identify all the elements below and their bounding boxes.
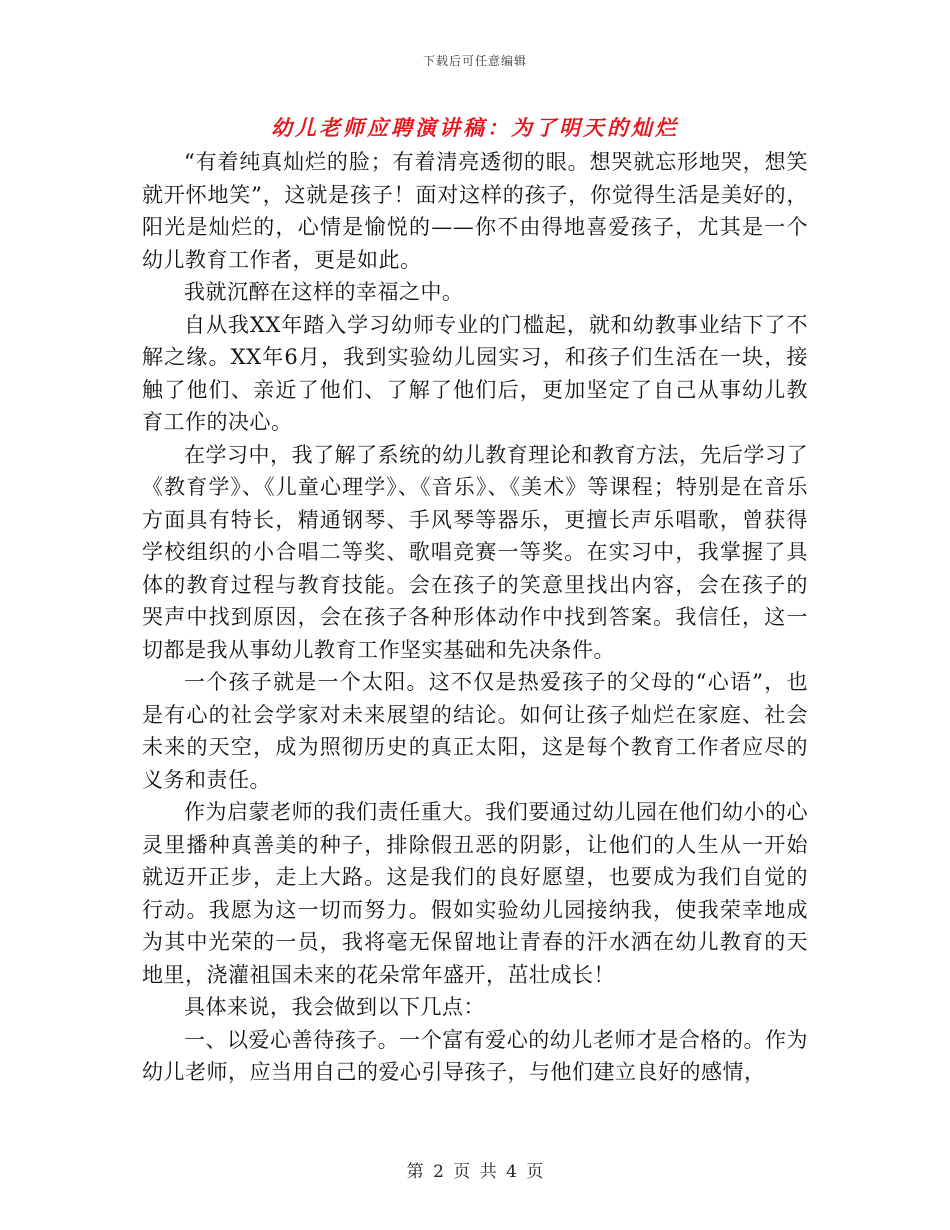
paragraph: 我就沉醉在这样的幸福之中。 [184,280,464,304]
paragraph: 在学习中，我了解了系统的幼儿教育理论和教育方法，先后学习了《教育学》、《儿童心理学》、《音乐》、《美术》等课程；特别是在音乐方面具有特长，精通钢琴、手风琴等器乐，更擅长声乐唱歌，曾获得学校组织的小合唱二等奖、歌唱竞赛一等奖。在实习中，我掌握了具体的教育过程与教育技能。会在孩子的笑意里找出内容，会在孩子的哭声中找到原因，会在孩子各种形体动作中找到答案。我信任，这一切都是我从事幼儿教育工作坚实基础和先决条件。 [142,442,808,662]
page-footer: 第 2 页 共 4 页 [406,1162,544,1182]
paragraph: 一个孩子就是一个太阳。这不仅是热爱孩子的父母的“心语”，也是有心的社会学家对未来展望的结论。如何让孩子灿烂在家庭、社会未来的天空，成为照彻历史的真正太阳，这是每个教育工作者应尽的义务和责任。 [142,670,808,792]
document-title: 幼儿老师应聘演讲稿：为了明天的灿烂 [271,116,679,140]
paragraph: 具体来说，我会做到以下几点： [184,995,485,1019]
paragraph: 一、以爱心善待孩子。一个富有爱心的幼儿老师才是合格的。作为幼儿老师，应当用自己的爱心引导孩子，与他们建立良好的感情， [142,1027,808,1084]
paragraph: 自从我XX年踏入学习幼师专业的门槛起，就和幼教事业结下了不解之缘。XX年6月，我到实验幼儿园实习，和孩子们生活在一块，接触了他们、亲近了他们、了解了他们后，更加坚定了自己从事幼儿教育工作的决心。 [142,312,808,434]
header-note: 下载后可任意编辑 [422,54,527,68]
paragraph: “有着纯真灿烂的脸；有着清亮透彻的眼。想哭就忘形地哭，想笑就开怀地笑”，这就是孩子！面对这样的孩子，你觉得生活是美好的，阳光是灿烂的，心情是愉悦的——你不由得地喜爱孩子，尤其是一个幼儿教育工作者，更是如此。 [142,150,808,272]
document-body [142,146,808,1089]
paragraph: 作为启蒙老师的我们责任重大。我们要通过幼儿园在他们幼小的心灵里播种真善美的种子，排除假丑恶的阴影，让他们的人生从一开始就迈开正步，走上大路。这是我们的良好愿望，也要成为我们自觉的行动。我愿为这一切而努力。假如实验幼儿园接纳我，使我荣幸地成为其中光荣的一员，我将毫无保留地让青春的汗水洒在幼儿教育的天地里，浇灌祖国未来的花朵常年盛开，茁壮成长！ [142,800,808,987]
